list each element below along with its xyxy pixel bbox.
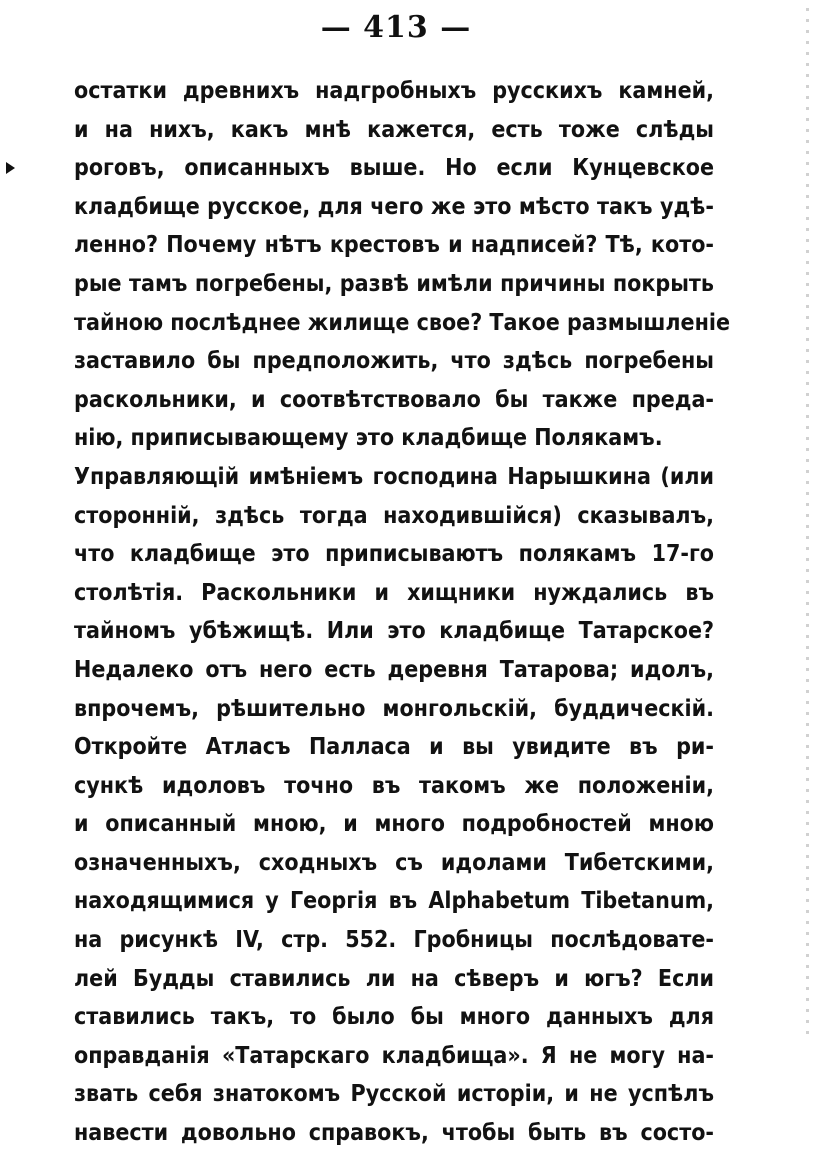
text-line: и на нихъ, какъ мнѣ кажется, есть тоже слѣды [74,116,714,143]
text-line: лей Будды ставились ли на сѣверъ и югъ? Если [74,965,714,992]
margin-pointer-mark [6,162,15,174]
text-line: на рисункѣ IV, стр. 552. Гробницы послѣдовате- [74,927,714,954]
text-line: Недалеко отъ него есть деревня Татарова; идолъ, [74,656,714,683]
text-line: навести довольно справокъ, чтобы быть въ состо- [74,1120,714,1147]
text-line: нію, приписывающему это кладбище Полякамъ. [74,425,663,452]
text-line: тайною послѣднее жилище свое? Такое размышленіе [74,309,731,336]
text-line: заставило бы предположить, что здѣсь погребены [74,348,714,375]
text-line: находящимися у Георгія въ Alphabetum Tibetanum, [74,888,714,915]
body-text [74,72,731,1153]
text-line: сункѣ идоловъ точно въ такомъ же положеніи, [74,772,714,799]
page-number: — 413 — [320,10,472,45]
page-edge-marks [806,8,809,1038]
text-line: Откройте Атласъ Палласа и вы увидите въ ри- [74,734,714,761]
text-line: роговъ, описанныхъ выше. Но если Кунцевское [74,155,714,182]
text-line: что кладбище это приписываютъ полякамъ 17-го [74,541,714,568]
text-line: сторонній, здѣсь тогда находившійся) сказывалъ, [74,502,714,529]
text-line: Управляющій имѣніемъ господина Нарышкина (или [74,463,714,490]
text-line: кладбище русское, для чего же это мѣсто такъ удѣ- [74,193,714,220]
text-line: оправданія «Татарскаго кладбища». Я не могу на- [74,1042,714,1069]
text-line: и описанный мною, и много подробностей мною [74,811,714,838]
text-line: раскольники, и соотвѣтствовало бы также преда- [74,386,714,413]
text-line: означенныхъ, сходныхъ съ идолами Тибетскими, [74,849,714,876]
text-line: ставились такъ, то было бы много данныхъ для [74,1004,714,1031]
text-line: тайномъ убѣжищѣ. Или это кладбище Татарское? [74,618,714,645]
text-line: столѣтія. Раскольники и хищники нуждались въ [74,579,714,606]
text-line: рые тамъ погребены, развѣ имѣли причины покрыть [74,270,714,297]
text-line: ленно? Почему нѣтъ крестовъ и надписей? Тѣ, кото- [74,232,714,259]
text-line: звать себя знатокомъ Русской исторіи, и не успѣлъ [74,1081,714,1108]
text-line: остатки древнихъ надгробныхъ русскихъ камней, [74,78,714,104]
text-line: впрочемъ, рѣшительно монгольскій, буддическій. [74,695,714,722]
